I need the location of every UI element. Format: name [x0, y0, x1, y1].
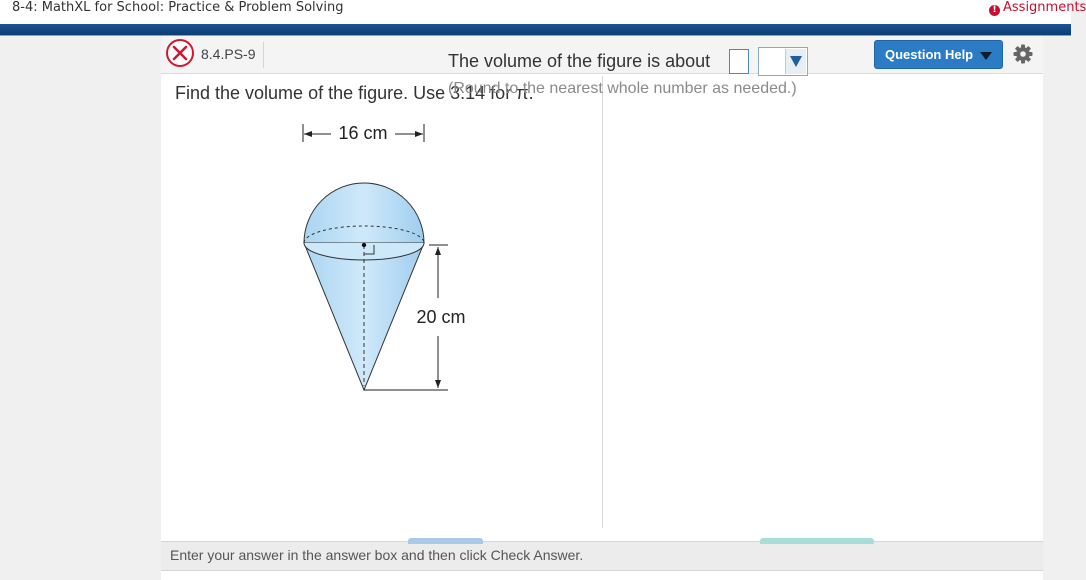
header-divider — [263, 42, 264, 68]
dropdown-arrow[interactable] — [785, 49, 806, 74]
diameter-label: 16 cm — [338, 123, 388, 143]
unit-select[interactable] — [758, 47, 808, 76]
instruction-text: Enter your answer in the answer box and then click Check Answer. — [170, 547, 584, 563]
assignments-label: Assignments — [1003, 0, 1086, 15]
brand-bar — [0, 24, 1071, 36]
question-help-label: Question Help — [885, 47, 974, 62]
incorrect-status-button[interactable] — [166, 39, 194, 67]
close-x-icon — [172, 45, 188, 61]
answer-statement: The volume of the figure is about — [448, 51, 711, 71]
check-answer-button[interactable] — [760, 538, 874, 544]
answer-input[interactable] — [729, 49, 749, 74]
secondary-action-button[interactable] — [408, 538, 483, 544]
question-panel — [161, 36, 1043, 580]
cone-hemisphere-figure — [291, 118, 491, 378]
triangle-down-icon — [790, 56, 802, 67]
question-help-button[interactable] — [874, 40, 1003, 69]
question-prompt: Find the volume of the figure. Use 3.14 for π. — [175, 83, 534, 103]
assignments-link[interactable] — [989, 0, 1086, 16]
question-id: 8.4.PS-9 — [201, 46, 256, 62]
caret-down-icon — [980, 52, 992, 60]
instruction-bar — [161, 541, 1043, 571]
gear-icon[interactable] — [1013, 44, 1033, 64]
top-bar — [0, 0, 1086, 24]
column-divider — [602, 76, 603, 528]
height-label: 20 cm — [416, 307, 466, 327]
rounding-hint: (Round to the nearest whole number as needed.) — [448, 80, 797, 97]
assignment-title: 8-4: MathXL for School: Practice & Problem Solving — [12, 0, 344, 15]
alert-icon: ! — [989, 5, 1000, 16]
